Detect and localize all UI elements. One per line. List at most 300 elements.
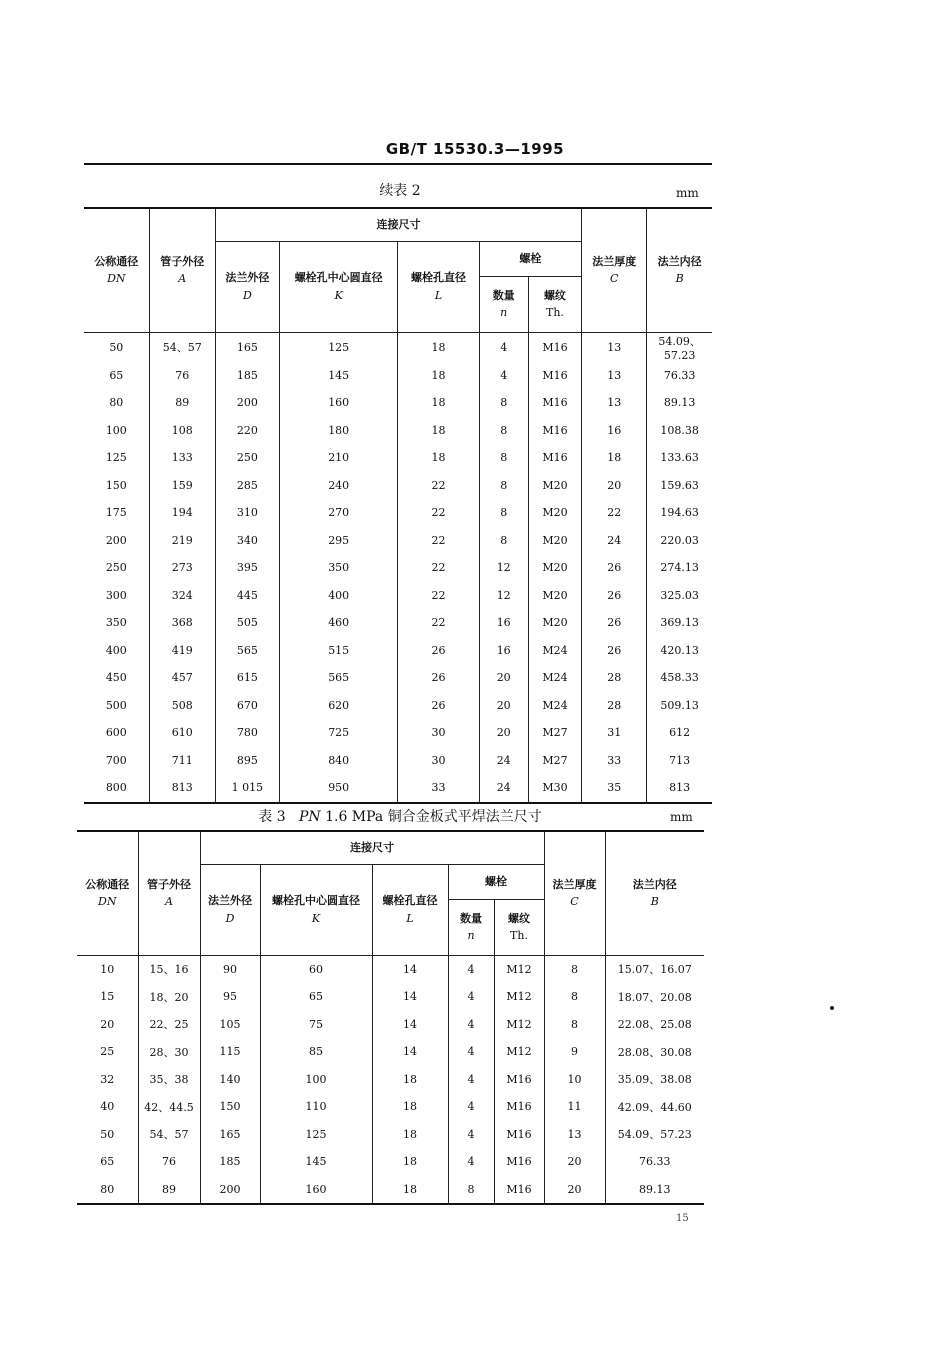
- table-cell: 22: [398, 499, 479, 527]
- col-k-header: 螺栓孔中心圆直径 K: [260, 864, 372, 955]
- table-cell: 700: [105, 753, 127, 767]
- table-row: [84, 774, 712, 803]
- table-cell: 26: [582, 609, 647, 637]
- col-a-header: 管子外径 A: [138, 832, 200, 955]
- table-row: [84, 472, 712, 500]
- table-cell: 18: [398, 389, 479, 417]
- table-cell: M12: [494, 983, 544, 1011]
- col-dn-header: 公称通径 DN: [77, 832, 138, 955]
- table-cell: 159.63: [647, 472, 712, 500]
- table-cell: 42、44.5: [138, 1093, 200, 1121]
- table3-caption-pn: PN: [298, 809, 321, 825]
- table-cell: 30: [398, 747, 479, 775]
- table-cell: 18.07、20.08: [605, 983, 704, 1011]
- table-cell: 145: [260, 1148, 372, 1176]
- table-cell: 200: [215, 389, 279, 417]
- table-cell: M12: [494, 1011, 544, 1039]
- table-cell: 200: [200, 1176, 260, 1204]
- table-row: [77, 1121, 704, 1149]
- table-cell: 250: [105, 561, 127, 575]
- table-row: [84, 692, 712, 720]
- table-cell: 18: [372, 1121, 448, 1149]
- table-cell: 18: [372, 1148, 448, 1176]
- col-n-header: 数量 n: [479, 276, 528, 332]
- table-cell: 54.09、57.23: [605, 1121, 704, 1149]
- table-cell: 180: [279, 417, 398, 445]
- table-row: [77, 1148, 704, 1176]
- table-cell: 20: [544, 1148, 605, 1176]
- table-cell: M20: [528, 582, 581, 610]
- table3-bottom-rule: [77, 1203, 704, 1205]
- table-cell: 35: [582, 774, 647, 803]
- connection-dimensions-header: 连接尺寸: [215, 209, 581, 241]
- table-cell: 368: [149, 609, 215, 637]
- table-cell: 18: [582, 444, 647, 472]
- table-cell: 220.03: [647, 527, 712, 555]
- table-cell: 813: [647, 774, 712, 803]
- table-cell: 4: [448, 1038, 494, 1066]
- table-cell: 350: [279, 554, 398, 582]
- table-cell: 89: [149, 389, 215, 417]
- table-cell: 612: [647, 719, 712, 747]
- table-cell: 780: [215, 719, 279, 747]
- bolt-header: 螺栓: [479, 241, 582, 276]
- col-b-header: 法兰内径 B: [605, 832, 704, 955]
- connection-dimensions-header: 连接尺寸: [200, 832, 544, 864]
- table-row: [84, 747, 712, 775]
- table-cell: 16: [479, 637, 528, 665]
- table2: [84, 209, 712, 804]
- table-cell: 160: [279, 389, 398, 417]
- table-cell: 8: [544, 983, 605, 1011]
- table-cell: 20: [479, 719, 528, 747]
- table-cell: 12: [479, 554, 528, 582]
- table-cell: 4: [448, 983, 494, 1011]
- table-cell: 22: [398, 582, 479, 610]
- table-cell: 457: [149, 664, 215, 692]
- table-cell: 8: [479, 389, 528, 417]
- table-cell: 13: [582, 389, 647, 417]
- table-cell: 100: [105, 423, 127, 437]
- table-cell: 4: [448, 1121, 494, 1149]
- table-cell: 65: [100, 1155, 115, 1169]
- table-cell: 950: [279, 774, 398, 803]
- table-cell: 369.13: [647, 609, 712, 637]
- page-number: 15: [676, 1213, 689, 1224]
- table-cell: 14: [372, 1038, 448, 1066]
- table-cell: 26: [582, 554, 647, 582]
- table-cell: 175: [105, 506, 127, 520]
- table-cell: 219: [149, 527, 215, 555]
- table-cell: 115: [200, 1038, 260, 1066]
- table-row: [77, 1038, 704, 1066]
- table-cell: 8: [479, 444, 528, 472]
- table-cell: 31: [582, 719, 647, 747]
- table-cell: 18: [398, 362, 479, 390]
- table-row: [84, 499, 712, 527]
- table-cell: 14: [372, 1011, 448, 1039]
- table-cell: 42.09、44.60: [605, 1093, 704, 1121]
- table-cell: 194.63: [647, 499, 712, 527]
- table-cell: 240: [279, 472, 398, 500]
- table-cell: 840: [279, 747, 398, 775]
- table-cell: 14: [372, 955, 448, 983]
- table-cell: M16: [528, 444, 581, 472]
- col-th-header: 螺纹 Th.: [494, 899, 544, 955]
- table-cell: 15: [100, 990, 115, 1004]
- table-cell: M16: [528, 362, 581, 390]
- table-cell: M16: [528, 332, 581, 362]
- table-cell: 1 015: [215, 774, 279, 803]
- table-cell: 26: [398, 637, 479, 665]
- table-cell: 8: [544, 1011, 605, 1039]
- table-cell: 108.38: [647, 417, 712, 445]
- table-cell: 76: [138, 1148, 200, 1176]
- table-cell: 725: [279, 719, 398, 747]
- table-cell: 220: [215, 417, 279, 445]
- table-cell: 15.07、16.07: [605, 955, 704, 983]
- table-cell: 620: [279, 692, 398, 720]
- table-cell: 13: [582, 332, 647, 362]
- table-cell: 26: [582, 582, 647, 610]
- table-cell: 80: [109, 396, 124, 410]
- table-cell: 28.08、30.08: [605, 1038, 704, 1066]
- col-l-header: 螺栓孔直径 L: [372, 864, 448, 955]
- table-cell: 13: [544, 1121, 605, 1149]
- table-cell: M24: [528, 692, 581, 720]
- table3-caption-text: 1.6 MPa 铜合金板式平焊法兰尺寸: [325, 809, 542, 825]
- table-cell: 210: [279, 444, 398, 472]
- table-cell: 340: [215, 527, 279, 555]
- table-cell: 54、57: [138, 1121, 200, 1149]
- table-cell: 420.13: [647, 637, 712, 665]
- table-cell: 18: [372, 1176, 448, 1204]
- table-cell: 460: [279, 609, 398, 637]
- table-row: [84, 719, 712, 747]
- table-cell: 65: [260, 983, 372, 1011]
- table-cell: 4: [479, 332, 528, 362]
- table-cell: 300: [105, 588, 127, 602]
- table-row: [84, 582, 712, 610]
- table-cell: 35.09、38.08: [605, 1066, 704, 1094]
- table-cell: 324: [149, 582, 215, 610]
- table-cell: 32: [100, 1072, 115, 1086]
- table-cell: 89.13: [605, 1176, 704, 1204]
- col-k-header: 螺栓孔中心圆直径 K: [279, 241, 398, 332]
- table-cell: 100: [260, 1066, 372, 1094]
- table-cell: 28、30: [138, 1038, 200, 1066]
- col-n-header: 数量 n: [448, 899, 494, 955]
- table-cell: 18: [372, 1066, 448, 1094]
- table-cell: 9: [544, 1038, 605, 1066]
- table-cell: 270: [279, 499, 398, 527]
- table2-body: [84, 332, 712, 803]
- table-cell: 713: [647, 747, 712, 775]
- table-cell: 20: [582, 472, 647, 500]
- table-cell: 22、25: [138, 1011, 200, 1039]
- table2-unit: mm: [676, 186, 699, 200]
- table-cell: 89.13: [647, 389, 712, 417]
- table-cell: 325.03: [647, 582, 712, 610]
- table-cell: 185: [215, 362, 279, 390]
- table-cell: 125: [260, 1121, 372, 1149]
- table-cell: 250: [215, 444, 279, 472]
- table-cell: 505: [215, 609, 279, 637]
- col-dn-header: 公称通径 DN: [84, 209, 149, 332]
- table-row: [84, 554, 712, 582]
- table-cell: 22: [398, 554, 479, 582]
- standard-number-header: GB/T 15530.3—1995: [385, 140, 565, 158]
- table-cell: 8: [479, 499, 528, 527]
- table-cell: 8: [479, 472, 528, 500]
- table-cell: 670: [215, 692, 279, 720]
- table3-body: [77, 955, 704, 1203]
- table-cell: 295: [279, 527, 398, 555]
- table-cell: 22: [582, 499, 647, 527]
- table-cell: 4: [448, 1066, 494, 1094]
- table-cell: 4: [448, 1093, 494, 1121]
- table-cell: 445: [215, 582, 279, 610]
- table-cell: 400: [105, 643, 127, 657]
- table-cell: 450: [105, 671, 127, 685]
- table-cell: 28: [582, 692, 647, 720]
- table-cell: 285: [215, 472, 279, 500]
- table-cell: 18: [398, 417, 479, 445]
- table-cell: 110: [260, 1093, 372, 1121]
- table-cell: 24: [479, 774, 528, 803]
- table-cell: 89: [138, 1176, 200, 1204]
- table-cell: 509.13: [647, 692, 712, 720]
- table-row: [84, 664, 712, 692]
- table-cell: 22: [398, 609, 479, 637]
- table-cell: 813: [149, 774, 215, 803]
- table-cell: 20: [100, 1017, 115, 1031]
- table-cell: 75: [260, 1011, 372, 1039]
- table-cell: M20: [528, 527, 581, 555]
- table-cell: 133.63: [647, 444, 712, 472]
- col-c-header: 法兰厚度 C: [544, 832, 605, 955]
- table-cell: 10: [100, 962, 115, 976]
- table-cell: 20: [544, 1176, 605, 1204]
- table-cell: 350: [105, 616, 127, 630]
- col-b-header: 法兰内径 B: [647, 209, 712, 332]
- table-cell: 12: [479, 582, 528, 610]
- table-cell: 4: [448, 955, 494, 983]
- table-row: [84, 527, 712, 555]
- table3: [77, 832, 704, 1203]
- table-cell: 515: [279, 637, 398, 665]
- table-cell: 26: [398, 692, 479, 720]
- table-cell: 165: [200, 1121, 260, 1149]
- table-cell: 600: [105, 726, 127, 740]
- table-cell: M27: [528, 719, 581, 747]
- table-cell: 76: [149, 362, 215, 390]
- table-row: [84, 389, 712, 417]
- table-row: [84, 637, 712, 665]
- table-row: [77, 1011, 704, 1039]
- table-cell: 24: [479, 747, 528, 775]
- table-cell: 395: [215, 554, 279, 582]
- col-a-header: 管子外径 A: [149, 209, 215, 332]
- table-cell: M20: [528, 554, 581, 582]
- table-cell: M24: [528, 664, 581, 692]
- table-cell: 18: [398, 332, 479, 362]
- table-cell: 8: [479, 417, 528, 445]
- table-cell: 4: [448, 1148, 494, 1176]
- table-cell: 310: [215, 499, 279, 527]
- table-cell: 24: [582, 527, 647, 555]
- table-cell: 133: [149, 444, 215, 472]
- col-l-header: 螺栓孔直径 L: [398, 241, 479, 332]
- table-cell: 50: [109, 340, 124, 354]
- table-cell: 40: [100, 1100, 115, 1114]
- table-row: [77, 983, 704, 1011]
- table-cell: 54、57: [149, 332, 215, 362]
- table3-caption: [190, 806, 610, 826]
- table-cell: 273: [149, 554, 215, 582]
- table-cell: 8: [479, 527, 528, 555]
- table-cell: 400: [279, 582, 398, 610]
- table-cell: 274.13: [647, 554, 712, 582]
- table-cell: 28: [582, 664, 647, 692]
- table-cell: 15、16: [138, 955, 200, 983]
- table2-caption: 续表 2: [379, 183, 421, 199]
- table-row: [77, 1066, 704, 1094]
- table-cell: 25: [100, 1045, 115, 1059]
- table-cell: M16: [494, 1148, 544, 1176]
- table-cell: M20: [528, 609, 581, 637]
- table-cell: 35、38: [138, 1066, 200, 1094]
- table-cell: 33: [582, 747, 647, 775]
- table-cell: M20: [528, 499, 581, 527]
- table-cell: 125: [279, 332, 398, 362]
- table-cell: 565: [215, 637, 279, 665]
- table-cell: M16: [494, 1121, 544, 1149]
- table-cell: 4: [448, 1011, 494, 1039]
- table-cell: 711: [149, 747, 215, 775]
- table-cell: 125: [105, 451, 127, 465]
- table-cell: 20: [479, 692, 528, 720]
- table-cell: 508: [149, 692, 215, 720]
- table-cell: 615: [215, 664, 279, 692]
- table-cell: 20: [479, 664, 528, 692]
- table-cell: 8: [448, 1176, 494, 1204]
- table-cell: 54.09、57.23: [647, 332, 712, 362]
- col-d-header: 法兰外径 D: [215, 241, 279, 332]
- table-cell: 18: [372, 1093, 448, 1121]
- table-cell: 145: [279, 362, 398, 390]
- table-row: [84, 362, 712, 390]
- table-cell: 18、20: [138, 983, 200, 1011]
- table-cell: 200: [105, 533, 127, 547]
- table-cell: 800: [84, 774, 149, 803]
- table-cell: 60: [260, 955, 372, 983]
- table-row: [77, 1176, 704, 1204]
- table-cell: 50: [100, 1127, 115, 1141]
- table-cell: M16: [494, 1066, 544, 1094]
- table-cell: 65: [109, 368, 124, 382]
- table-row: [77, 955, 704, 983]
- table-cell: 16: [582, 417, 647, 445]
- table-cell: 14: [372, 983, 448, 1011]
- table-cell: 18: [398, 444, 479, 472]
- table-cell: 458.33: [647, 664, 712, 692]
- table-cell: M12: [494, 1038, 544, 1066]
- table-cell: 500: [105, 698, 127, 712]
- table-cell: 10: [544, 1066, 605, 1094]
- table-cell: 419: [149, 637, 215, 665]
- header-rule: [84, 163, 712, 165]
- table-cell: 4: [479, 362, 528, 390]
- table-cell: 85: [260, 1038, 372, 1066]
- table-row: [77, 1093, 704, 1121]
- table-cell: 22.08、25.08: [605, 1011, 704, 1039]
- table-cell: 565: [279, 664, 398, 692]
- table-cell: M24: [528, 637, 581, 665]
- table3-header: [77, 832, 704, 955]
- table-cell: 22: [398, 472, 479, 500]
- table-cell: M16: [494, 1176, 544, 1204]
- table-cell: 26: [582, 637, 647, 665]
- table-cell: 13: [582, 362, 647, 390]
- table-cell: 185: [200, 1148, 260, 1176]
- scan-speck: [830, 1006, 834, 1010]
- table-cell: M30: [528, 774, 581, 803]
- table-cell: M16: [528, 389, 581, 417]
- table-cell: 165: [215, 332, 279, 362]
- table-cell: M20: [528, 472, 581, 500]
- table-cell: 140: [200, 1066, 260, 1094]
- col-d-header: 法兰外径 D: [200, 864, 260, 955]
- table-cell: 30: [398, 719, 479, 747]
- table-cell: 108: [149, 417, 215, 445]
- table-cell: 95: [200, 983, 260, 1011]
- col-th-header: 螺纹 Th.: [528, 276, 581, 332]
- table-cell: 16: [479, 609, 528, 637]
- table-row: [84, 444, 712, 472]
- table3-caption-prefix: 表 3: [258, 809, 286, 825]
- table-cell: M16: [494, 1093, 544, 1121]
- col-c-header: 法兰厚度 C: [582, 209, 647, 332]
- table-cell: M12: [494, 955, 544, 983]
- table3-unit: mm: [670, 810, 693, 824]
- bolt-header: 螺栓: [448, 864, 544, 899]
- table-cell: 150: [200, 1093, 260, 1121]
- table-cell: 26: [398, 664, 479, 692]
- table-row: [84, 332, 712, 362]
- table-cell: 194: [149, 499, 215, 527]
- table-cell: M16: [528, 417, 581, 445]
- table-cell: 80: [100, 1182, 115, 1196]
- table-cell: 105: [200, 1011, 260, 1039]
- table-row: [84, 609, 712, 637]
- table-cell: 11: [544, 1093, 605, 1121]
- table-cell: 159: [149, 472, 215, 500]
- table-cell: 33: [398, 774, 479, 803]
- table2-header: [84, 209, 712, 332]
- table-cell: 90: [200, 955, 260, 983]
- table-cell: 8: [544, 955, 605, 983]
- table-cell: 76.33: [647, 362, 712, 390]
- table-cell: M27: [528, 747, 581, 775]
- table-cell: 150: [105, 478, 127, 492]
- table-cell: 895: [215, 747, 279, 775]
- table-cell: 610: [149, 719, 215, 747]
- table-row: [84, 417, 712, 445]
- table-cell: 76.33: [605, 1148, 704, 1176]
- table-cell: 160: [260, 1176, 372, 1204]
- table-cell: 22: [398, 527, 479, 555]
